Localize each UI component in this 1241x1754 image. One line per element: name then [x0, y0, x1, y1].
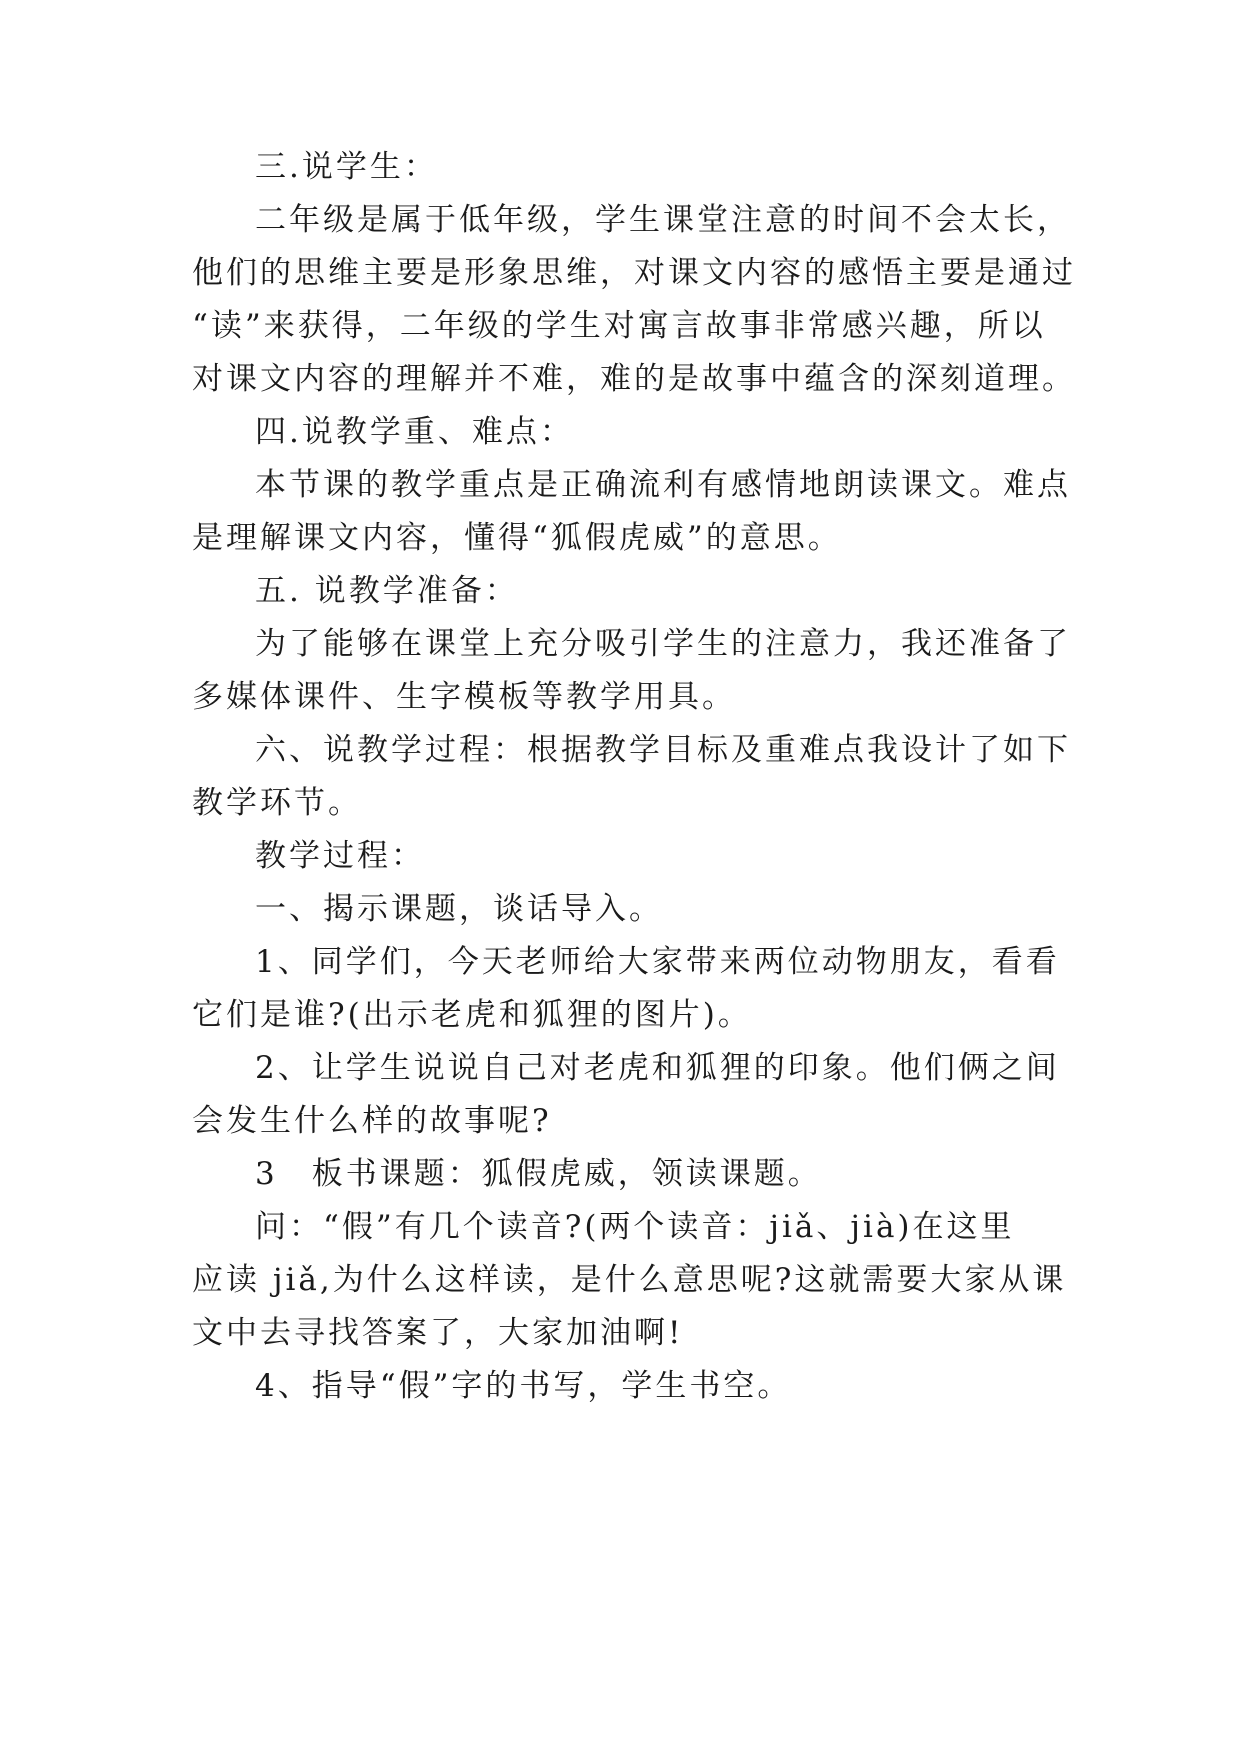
paragraph-line: 问：“假”有几个读音?(两个读音：jiǎ、jià)在这里 — [255, 1209, 1015, 1245]
paragraph-line: 是理解课文内容，懂得“狐假虎威”的意思。 — [192, 520, 842, 556]
paragraph-line: 他们的思维主要是形象思维，对课文内容的感悟主要是通过 — [192, 255, 1076, 291]
heading-students: 三.说学生： — [255, 149, 438, 185]
paragraph-line: 二年级是属于低年级，学生课堂注意的时间不会太长， — [255, 202, 1071, 238]
heading-process: 六、说教学过程：根据教学目标及重难点我设计了如下 — [255, 732, 1071, 768]
heading-preparation: 五. 说教学准备： — [255, 573, 519, 609]
paragraph-line: 会发生什么样的故事呢? — [192, 1103, 552, 1139]
paragraph-line: 对课文内容的理解并不难，难的是故事中蕴含的深刻道理。 — [192, 361, 1076, 397]
paragraph-line: 多媒体课件、生字模板等教学用具。 — [192, 679, 736, 715]
paragraph-line: 它们是谁?(出示老虎和狐狸的图片)。 — [192, 997, 752, 1033]
paragraph-line: 本节课的教学重点是正确流利有感情地朗读课文。难点 — [255, 467, 1071, 503]
paragraph-line: 3 板书课题：狐假虎威，领读课题。 — [255, 1156, 822, 1192]
paragraph-line: 文中去寻找答案了，大家加油啊! — [192, 1315, 684, 1351]
paragraph-line: “读”来获得，二年级的学生对寓言故事非常感兴趣，所以 — [192, 308, 1046, 344]
paragraph-line: 为了能够在课堂上充分吸引学生的注意力，我还准备了 — [255, 626, 1071, 662]
heading-teaching-process: 教学过程： — [255, 838, 425, 874]
paragraph-line: 1、同学们，今天老师给大家带来两位动物朋友，看看 — [255, 944, 1060, 980]
paragraph-line: 应读 jiǎ,为什么这样读，是什么意思呢?这就需要大家从课 — [192, 1262, 1067, 1298]
heading-key-points: 四.说教学重、难点： — [255, 414, 574, 450]
paragraph-line: 2、让学生说说自己对老虎和狐狸的印象。他们俩之间 — [255, 1050, 1060, 1086]
paragraph-line: 4、指导“假”字的书写，学生书空。 — [255, 1368, 792, 1404]
paragraph-line: 一、揭示课题，谈话导入。 — [255, 891, 663, 927]
paragraph-line: 教学环节。 — [192, 785, 362, 821]
